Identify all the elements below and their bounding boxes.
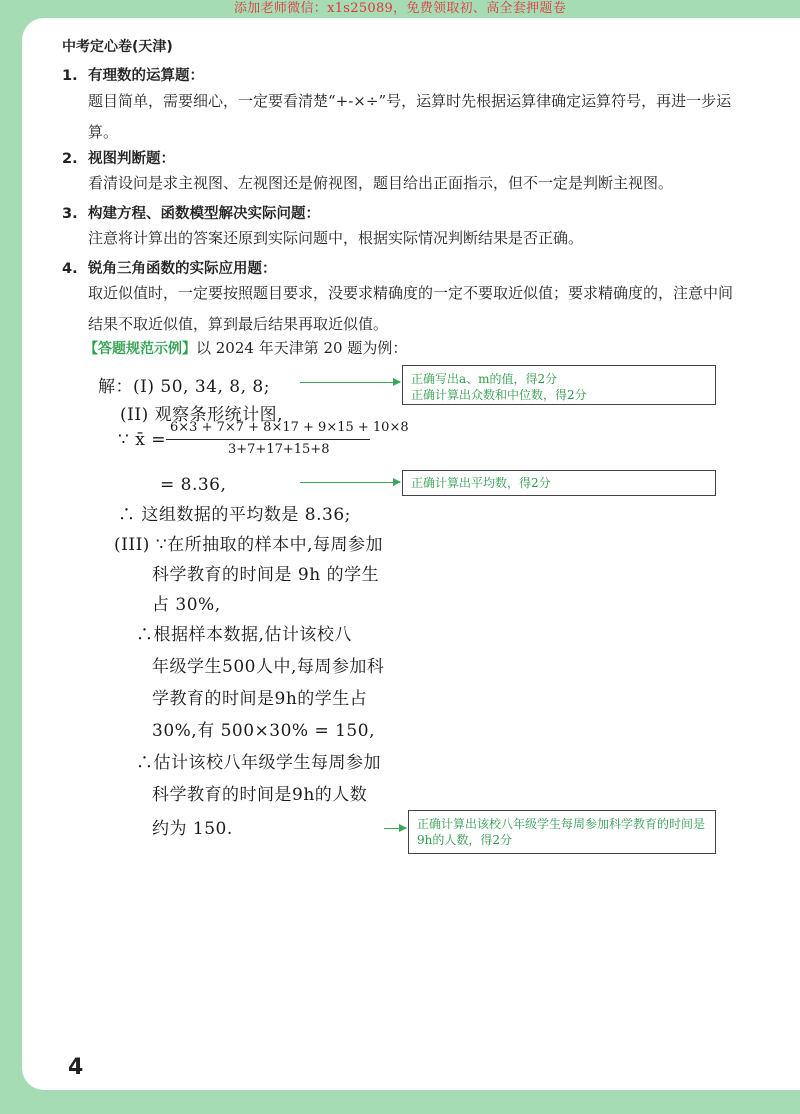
note-box-3: [408, 810, 716, 854]
item-4-body: 取近似值时，一定要按照题目要求，没要求精确度的一定不要取近似值；要求精确度的，注意中间结果不取近似值，算到最后结果再取近似值。: [88, 284, 734, 333]
item-2-body: 看清设问是求主视图、左视图还是俯视图，题目给出正面指示，但不一定是判断主视图。: [88, 174, 674, 192]
mean-result: = 8.36,: [160, 475, 227, 495]
answer-part-3-line-4: ∴根据样本数据,估计该校八: [136, 625, 352, 645]
watermark-text: 添加老师微信：x1s25089，免费领取初、高全套押题卷: [233, 1, 567, 16]
fraction-denominator: 3+7+17+15+8: [228, 442, 330, 457]
header-title: 中考定心卷(天津): [62, 39, 173, 55]
answer-part-3-line-6: 学教育的时间是9h的学生占: [152, 689, 368, 709]
note-box-1: [402, 365, 716, 405]
item-1-number: 1.: [62, 68, 78, 84]
answer-part-2-intro: (II) 观察条形统计图,: [120, 405, 284, 425]
mean-conclusion: ∴ 这组数据的平均数是 8.36;: [118, 505, 351, 525]
answer-part-3-line-3: 占 30%,: [152, 595, 221, 615]
note-2-text: 正确计算出平均数，得2分: [411, 476, 551, 490]
arrow-note-2: [300, 482, 400, 483]
arrow-note-3: [384, 828, 406, 829]
item-4-title: [62, 257, 277, 278]
item-1-body: 题目简单，需要细心，一定要看清楚“+-×÷”号，运算时先根据运算律确定运算符号，再进一步运算。: [88, 92, 732, 141]
note-3-text: 正确计算出该校八年级学生每周参加科学教育的时间是9h的人数，得2分: [417, 817, 706, 847]
item-2-title: [62, 147, 175, 168]
example-label: [84, 337, 407, 358]
answer-part-3-line-7: 30%,有 500×30% = 150,: [152, 721, 375, 741]
example-tag: 【答题规范示例】: [84, 341, 196, 357]
answer-part-3-line-2: 科学教育的时间是 9h 的学生: [152, 565, 380, 585]
answer-part-3-line-10: 约为 150.: [152, 819, 233, 839]
item-1-heading: 有理数的运算题：: [88, 68, 204, 84]
item-4-number: 4.: [62, 261, 78, 277]
item-2-number: 2.: [62, 151, 78, 167]
item-3-title: [62, 202, 320, 223]
page-number: 4: [68, 1055, 84, 1080]
example-text: 以 2024 年天津第 20 题为例：: [196, 339, 408, 357]
mean-symbol: ∵ x̄ =: [118, 430, 166, 450]
answer-part-3-line-8: ∴估计该校八年级学生每周参加: [136, 753, 381, 773]
answer-part-3-line-5: 年级学生500人中,每周参加科: [152, 657, 385, 677]
answer-part-1: 解：(I) 50, 34, 8, 8;: [98, 377, 270, 397]
note-1-line-1: 正确写出a、m的值，得2分: [411, 372, 558, 386]
item-4-heading: 锐角三角函数的实际应用题：: [88, 261, 277, 277]
fraction-bar: [166, 439, 370, 440]
item-2-heading: 视图判断题：: [88, 151, 175, 167]
note-box-2: [402, 470, 716, 496]
fraction-numerator: 6×3 + 7×7 + 8×17 + 9×15 + 10×8: [170, 420, 409, 435]
arrow-note-1: [300, 382, 400, 383]
item-3-number: 3.: [62, 206, 78, 222]
item-1-title: [62, 64, 204, 85]
note-1-line-2: 正确计算出众数和中位数，得2分: [411, 388, 587, 402]
answer-part-3-line-1: (III) ∵在所抽取的样本中,每周参加: [114, 535, 384, 555]
item-3-body: 注意将计算出的答案还原到实际问题中，根据实际情况判断结果是否正确。: [88, 229, 584, 247]
item-3-heading: 构建方程、函数模型解决实际问题：: [88, 206, 320, 222]
answer-part-3-line-9: 科学教育的时间是9h的人数: [152, 785, 368, 805]
